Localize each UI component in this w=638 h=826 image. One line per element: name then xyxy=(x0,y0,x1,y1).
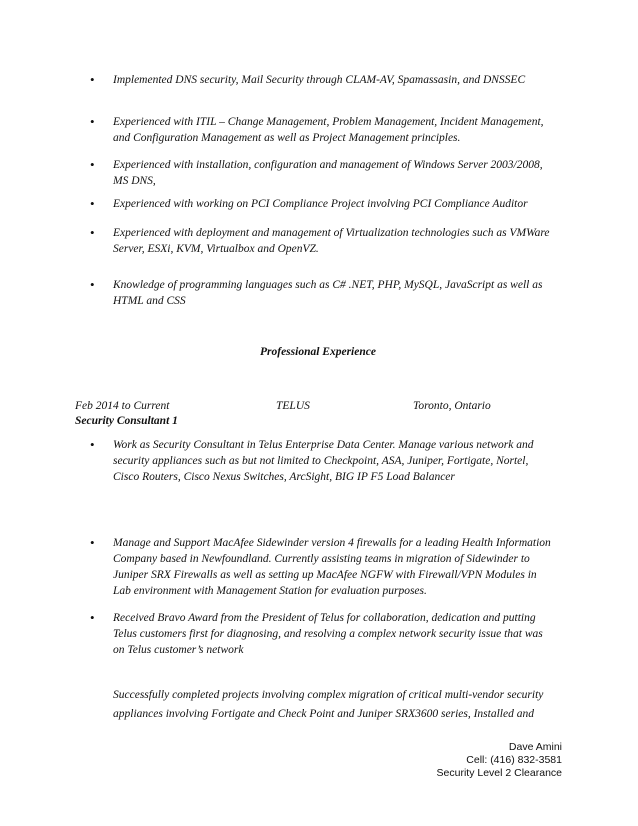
bullet-icon: • xyxy=(90,72,95,87)
skill-text: Experienced with working on PCI Compliance Project involving PCI Compliance Auditor xyxy=(113,198,528,210)
skill-text: Knowledge of programming languages such as C# .NET, PHP, MySQL, JavaScript as well as HTML and CSS xyxy=(113,279,543,307)
job-item-text: Manage and Support MacAfee Sidewinder version 4 firewalls for a leading Health Information Company based in Newfoundland. Currently assisting teams in migration of Sidewinder to Juniper SRX Firewalls as well as setting up MacAfee NGFW with Firewall/VPN Modules in Lab environment with Management Station for evaluation purposes. xyxy=(113,537,551,597)
bullet-icon: • xyxy=(90,535,95,550)
bullet-icon: • xyxy=(90,610,95,625)
section-heading: Professional Experience xyxy=(260,346,376,358)
job-item-text: Received Bravo Award from the President of Telus for collaboration, dedication and putting Telus customers first for diagnosing, and resolving a complex network security issue that was on Telus customer’s network xyxy=(113,612,543,656)
job-item-text: Work as Security Consultant in Telus Enterprise Data Center. Manage various network and security appliances such as but not limited to Checkpoint, ASA, Juniper, Fortigate, Nortel, Cisco Routers, Cisco Nexus Switches, ArcSight, BIG IP F5 Load Balancer xyxy=(113,439,534,483)
footer-clearance: Security Level 2 Clearance xyxy=(436,767,562,779)
skill-text: Experienced with deployment and management of Virtualization technologies such as VMWare Server, ESXi, KVM, Virtualbox and OpenVZ. xyxy=(113,227,550,255)
footer-cell: Cell: (416) 832-3581 xyxy=(466,754,562,766)
bullet-icon: • xyxy=(90,114,95,129)
skill-text: Experienced with ITIL – Change Management, Problem Management, Incident Management, and Configuration Management as well as Project Management principles. xyxy=(113,116,544,144)
job-location: Toronto, Ontario xyxy=(413,400,491,412)
bullet-icon: • xyxy=(90,437,95,452)
bullet-icon: • xyxy=(90,277,95,292)
skill-text: Implemented DNS security, Mail Security through CLAM-AV, Spamassasin, and DNSSEC xyxy=(113,74,526,86)
job-company: TELUS xyxy=(276,400,310,412)
job-dates: Feb 2014 to Current xyxy=(75,400,170,412)
projects-paragraph: Successfully completed projects involving complex migration of critical multi-vendor security appliances involving Fortigate and Check Point and Juniper SRX3600 series, Installed and xyxy=(113,689,544,720)
bullet-icon: • xyxy=(90,157,95,172)
bullet-icon: • xyxy=(90,196,95,211)
job-title: Security Consultant 1 xyxy=(75,415,178,427)
skill-text: Experienced with installation, configuration and management of Windows Server 2003/2008, MS DNS, xyxy=(113,159,543,187)
footer-name: Dave Amini xyxy=(508,741,562,753)
bullet-icon: • xyxy=(90,225,95,240)
